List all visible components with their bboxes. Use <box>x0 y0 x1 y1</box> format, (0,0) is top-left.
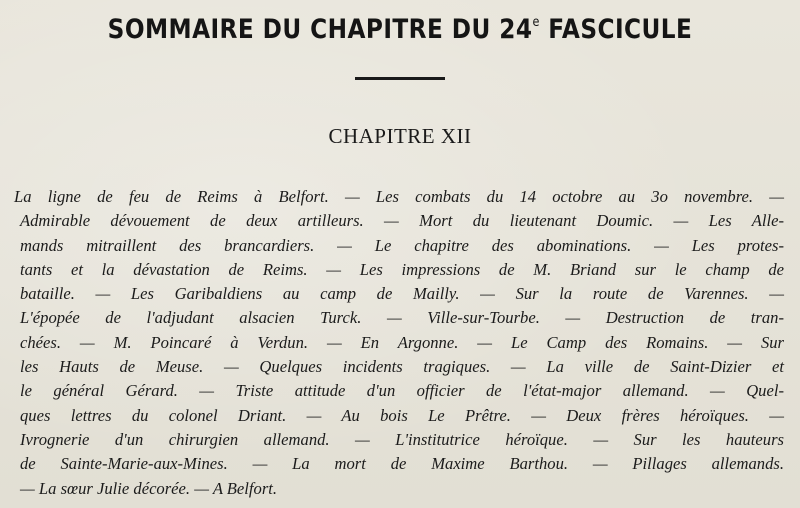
summary-line: Admirable dévouement de deux artilleurs. — Mort du lieutenant Doumic. — Les Alle- <box>20 211 784 231</box>
summary-line: mands mitraillent des brancardiers. — Le chapitre des abominations. — Les protes- <box>20 235 784 255</box>
summary-line: de Sainte-Marie-aux-Mines. — La mort de Maxime Barthou. — Pillages allemands. <box>20 454 784 474</box>
summary-line: le général Gérard. — Triste attitude d'un officier de l'état-major allemand. — Quel- <box>20 381 784 401</box>
summary-line: — La sœur Julie décorée. — A Belfort. <box>20 478 278 498</box>
chapter-summary <box>14 185 784 501</box>
title-main: SOMMAIRE DU CHAPITRE DU 24 <box>107 14 533 45</box>
summary-line: tants et la dévastation de Reims. — Les impressions de M. Briand sur le champ de <box>20 259 784 279</box>
chapter-heading: CHAPITRE XII <box>328 124 472 148</box>
title-superscript: e <box>532 15 540 30</box>
summary-line: ques lettres du colonel Driant. — Au bois Le Prêtre. — Deux frères héroïques. — <box>20 405 784 425</box>
summary-line: chées. — M. Poincaré à Verdun. — En Argonne. — Le Camp des Romains. — Sur <box>20 332 784 352</box>
page-title <box>56 14 744 45</box>
title-divider <box>355 77 445 80</box>
summary-line: bataille. — Les Garibaldiens au camp de Mailly. — Sur la route de Varennes. — <box>20 284 784 304</box>
summary-line: L'épopée de l'adjudant alsacien Turck. — Ville-sur-Tourbe. — Destruction de tran- <box>20 308 784 328</box>
summary-line: les Hauts de Meuse. — Quelques incidents tragiques. — La ville de Saint-Dizier et <box>20 357 784 377</box>
summary-line: Ivrognerie d'un chirurgien allemand. — L'institutrice héroïque. — Sur les hauteurs <box>20 429 784 449</box>
summary-line: La ligne de feu de Reims à Belfort. — Les combats du 14 octobre au 3o novembre. — <box>14 187 784 206</box>
title-rest: FASCICULE <box>539 14 693 45</box>
